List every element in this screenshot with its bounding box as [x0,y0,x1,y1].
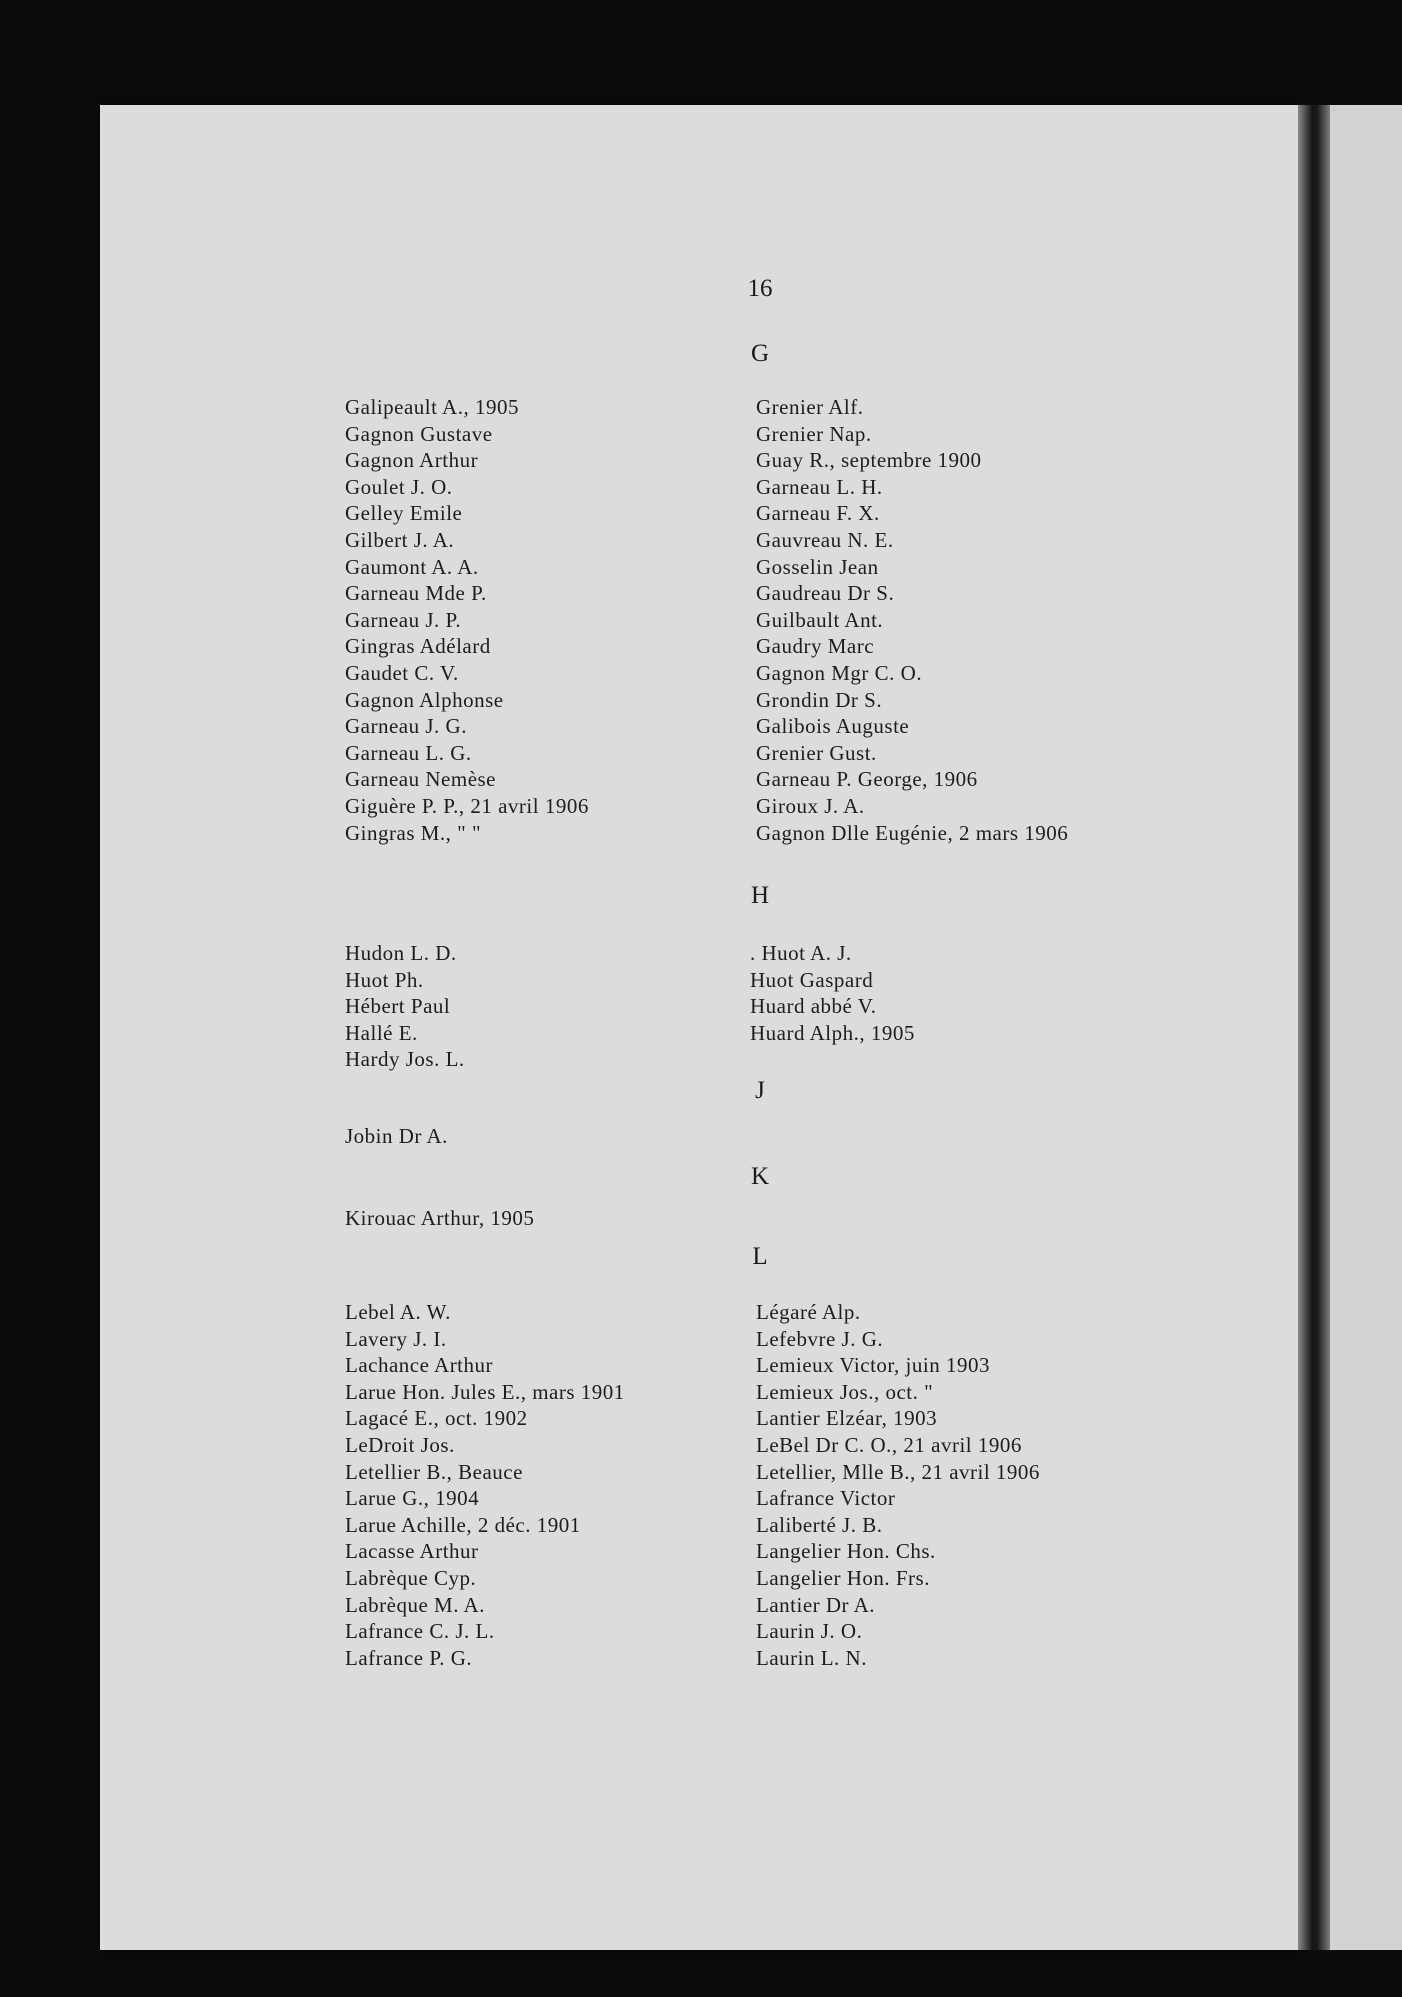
name-entry: Gaudry Marc [756,634,875,659]
name-entry: Gilbert J. A. [345,527,455,552]
name-entry: Lemieux Jos., oct. " [756,1379,934,1404]
section-letter-h: H [750,882,770,909]
name-entry: Gagnon Mgr C. O. [756,660,923,685]
name-entry: Lantier Dr A. [756,1592,876,1617]
name-entry: Garneau L. G. [345,740,472,765]
name-entry: Huard Alph., 1905 [750,1020,915,1045]
name-entry: Légaré Alp. [756,1300,861,1324]
name-entry: Grenier Nap. [756,421,872,446]
name-entry: Huot Ph. [345,967,424,992]
name-entry: Garneau F. X. [756,501,880,526]
name-entry: Gagnon Arthur [345,448,479,473]
name-entry: Garneau P. George, 1906 [756,767,978,792]
name-entry: Gauvreau N. E. [756,527,894,552]
name-entry: Lafrance Victor [756,1486,896,1511]
name-entry: Larue Achille, 2 déc. 1901 [345,1512,581,1537]
section-letter-l: L [752,1243,768,1270]
name-entry: Huot Gaspard [750,967,874,992]
name-entry: Lavery J. I. [345,1326,447,1351]
name-entry: Lachance Arthur [345,1353,494,1378]
name-entry: Garneau J. G. [345,714,467,739]
name-entry: Galibois Auguste [756,714,910,739]
page [100,105,1298,1950]
name-entry: Gagnon Gustave [345,421,493,446]
section-letter-k: K [750,1163,770,1190]
name-entry: Gingras M., " " [345,820,482,845]
name-entry: Grondin Dr S. [756,687,883,712]
name-entry: Garneau L. H. [756,474,883,499]
name-entry: Labrèque M. A. [345,1592,485,1617]
name-entry: Lacasse Arthur [345,1539,479,1564]
section-h-right-column [750,940,915,1046]
name-entry: LeBel Dr C. O., 21 avril 1906 [756,1432,1022,1457]
name-entry: Hébert Paul [345,994,451,1019]
name-entry: Lafrance P. G. [345,1645,473,1670]
name-entry: Labrèque Cyp. [345,1565,477,1590]
name-entry: Hallé E. [345,1020,418,1045]
name-entry: Lebel A. W. [345,1300,451,1324]
section-k-left-column [345,1205,534,1232]
section-l-left-column [345,1299,625,1671]
facing-page-edge [1330,105,1402,1950]
name-entry: Laurin J. O. [756,1619,863,1644]
name-entry: Gaumont A. A. [345,554,479,579]
name-entry: Giguère P. P., 21 avril 1906 [345,793,589,818]
name-entry: Grenier Alf. [756,395,864,419]
name-entry: Letellier B., Beauce [345,1459,523,1484]
name-entry: Garneau Nemèse [345,767,497,792]
name-entry: Guay R., septembre 1900 [756,448,982,473]
name-entry: Gaudreau Dr S. [756,581,895,606]
name-entry: Larue Hon. Jules E., mars 1901 [345,1379,625,1404]
name-entry: Larue G., 1904 [345,1486,480,1511]
name-entry: Laliberté J. B. [756,1512,883,1537]
section-g-right-column [756,394,1068,846]
page-number: 16 [747,275,773,302]
section-letter-g: G [750,340,770,367]
name-entry: Gosselin Jean [756,554,879,579]
name-entry: Galipeault A., 1905 [345,395,519,419]
section-h-left-column [345,940,465,1073]
name-entry: Hudon L. D. [345,941,457,965]
name-entry: Garneau Mde P. [345,581,487,606]
section-j-left-column [345,1123,448,1150]
name-entry: Lagacé E., oct. 1902 [345,1406,528,1431]
name-entry: Guilbault Ant. [756,607,884,632]
name-entry: Jobin Dr A. [345,1124,448,1148]
section-l-right-column [756,1299,1040,1671]
book-fold [1298,105,1330,1950]
name-entry: Lafrance C. J. L. [345,1619,495,1644]
section-g-left-column [345,394,589,846]
name-entry: Gaudet C. V. [345,660,459,685]
name-entry: Giroux J. A. [756,793,865,818]
name-entry: Lemieux Victor, juin 1903 [756,1353,990,1378]
name-entry: Laurin L. N. [756,1645,867,1670]
name-entry: Gagnon Dlle Eugénie, 2 mars 1906 [756,820,1069,845]
name-entry: Garneau J. P. [345,607,462,632]
name-entry: LeDroit Jos. [345,1432,455,1457]
name-entry: Lefebvre J. G. [756,1326,884,1351]
name-entry: Langelier Hon. Chs. [756,1539,936,1564]
name-entry: Grenier Gust. [756,740,877,765]
name-entry: Kirouac Arthur, 1905 [345,1206,535,1230]
name-entry: . Huot A. J. [750,941,852,965]
name-entry: Gagnon Alphonse [345,687,504,712]
name-entry: Langelier Hon. Frs. [756,1565,930,1590]
name-entry: Goulet J. O. [345,474,453,499]
name-entry: Letellier, Mlle B., 21 avril 1906 [756,1459,1040,1484]
name-entry: Hardy Jos. L. [345,1047,465,1072]
section-letter-j: J [755,1077,765,1104]
name-entry: Lantier Elzéar, 1903 [756,1406,938,1431]
name-entry: Gingras Adélard [345,634,491,659]
name-entry: Huard abbé V. [750,994,877,1019]
name-entry: Gelley Emile [345,501,463,526]
